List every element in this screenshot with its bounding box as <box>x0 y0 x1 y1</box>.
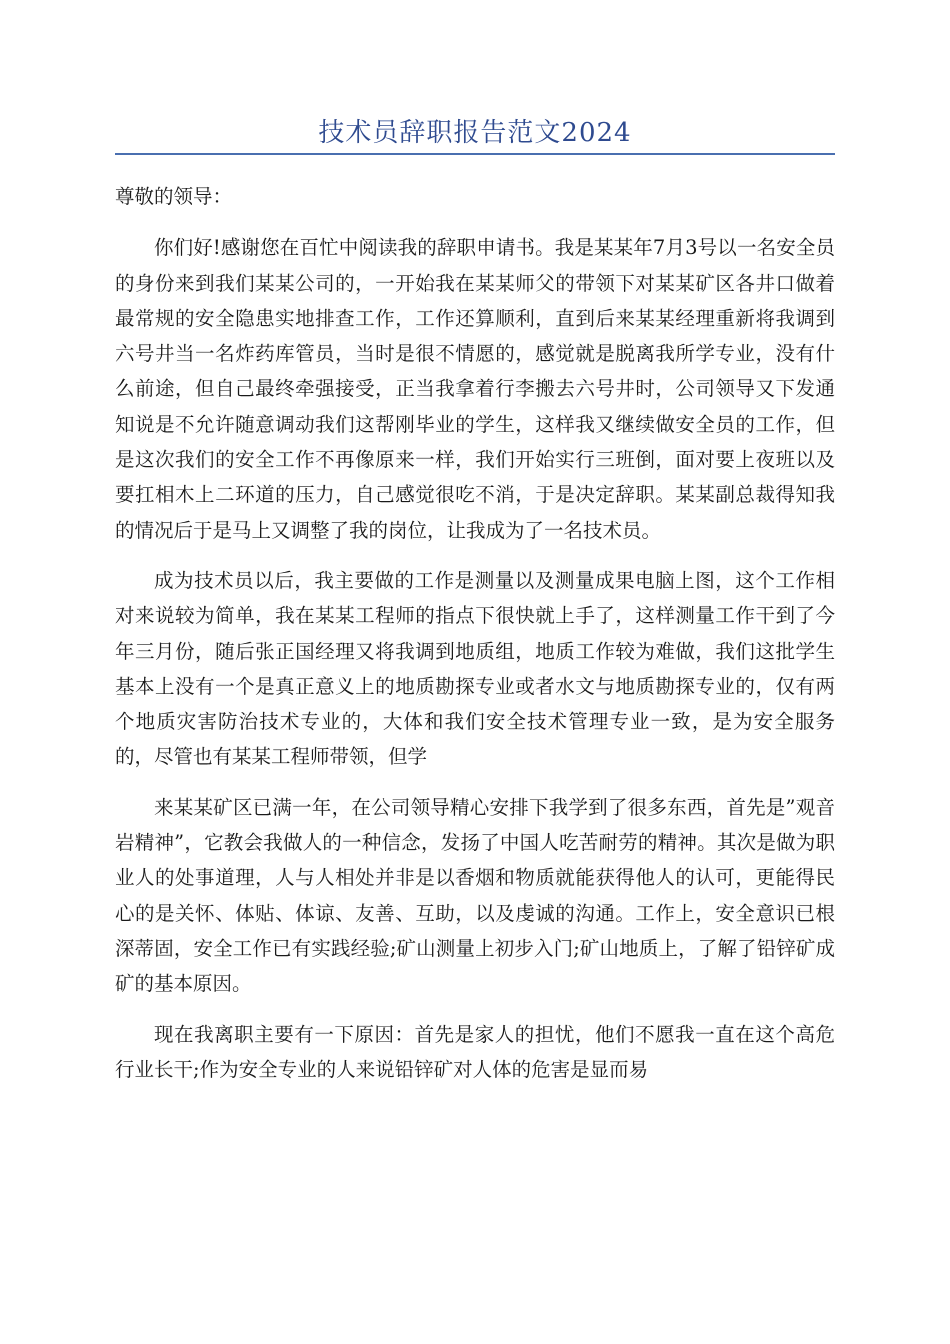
salutation: 尊敬的领导： <box>115 185 233 208</box>
paragraph: 来某某矿区已满一年，在公司领导精心安排下我学到了很多东西，首先是”观音岩精神”，它教会我做人的一种信念，发扬了中国人吃苦耐劳的精神。其次是做为职业人的处事道理，人与人相处并非是以香烟和物质就能获得他人的认可，更能得民心的是关怀、体贴、体谅、友善、互助，以及虔诚的沟通。工作上，安全意识已根深蒂固，安全工作已有实践经验;矿山测量上初步入门;矿山地质上，了解了铅锌矿成矿的基本原因。 <box>115 795 835 996</box>
document-body <box>115 179 835 1102</box>
paragraph: 你们好!感谢您在百忙中阅读我的辞职申请书。我是某某年7月3号以一名安全员的身份来到我们某某公司的，一开始我在某某师父的带领下对某某矿区各井口做着最常规的安全隐患实地排查工作，工作还算顺利，直到后来某某经理重新将我调到六号井当一名炸药库管员，当时是很不情愿的，感觉就是脱离我所学专业，没有什么前途，但自己最终牵强接受，正当我拿着行李搬去六号井时，公司领导又下发通知说是不允许随意调动我们这帮刚毕业的学生，这样我又继续做安全员的工作，但是这次我们的安全工作不再像原来一样，我们开始实行三班倒，面对要上夜班以及要扛相木上二环道的压力，自己感觉很吃不消，于是决定辞职。某某副总裁得知我的情况后于是马上又调整了我的岗位，让我成为了一名技术员。 <box>115 236 835 542</box>
paragraph: 现在我离职主要有一下原因：首先是家人的担忧，他们不愿我一直在这个高危行业长干;作为安全专业的人来说铅锌矿对人体的危害是显而易 <box>115 1022 835 1081</box>
paragraph: 成为技术员以后，我主要做的工作是测量以及测量成果电脑上图，这个工作相对来说较为简单，我在某某工程师的指点下很快就上手了，这样测量工作干到了今年三月份，随后张正国经理又将我调到地质组，地质工作较为难做，我们这批学生基本上没有一个是真正意义上的地质勘探专业或者水文与地质勘探专业的，仅有两个地质灾害防治技术专业的，大体和我们安全技术管理专业一致，是为安全服务的，尽管也有某某工程师带领，但学 <box>115 568 835 769</box>
document-title: 技术员辞职报告范文2024 <box>318 118 632 148</box>
title-underline <box>115 153 835 155</box>
